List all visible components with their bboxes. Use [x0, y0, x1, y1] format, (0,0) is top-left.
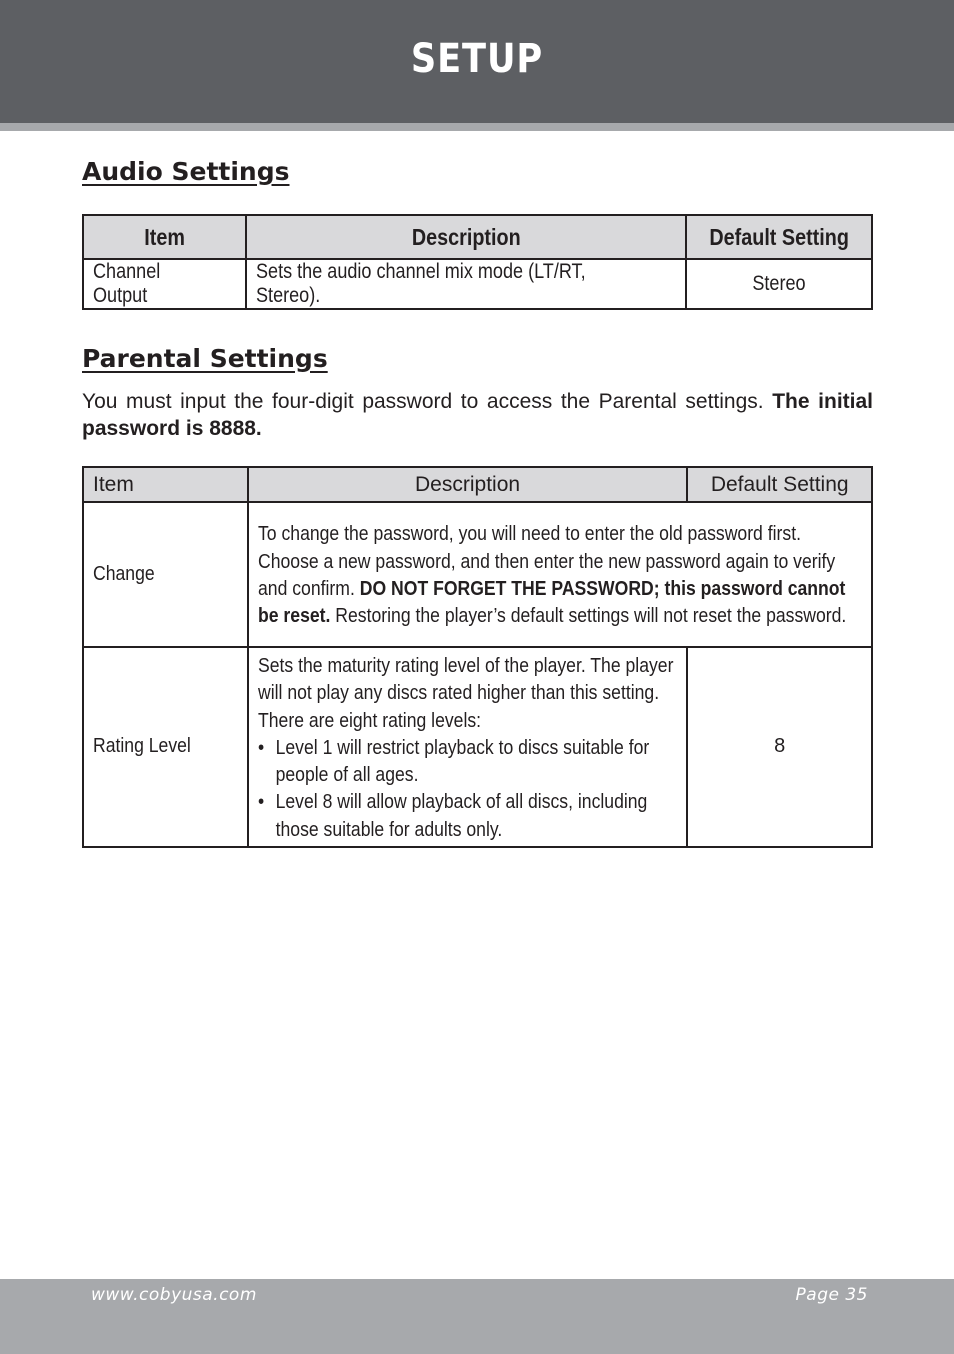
table-header-row	[83, 467, 872, 502]
parental-settings-heading: Parental Settings	[82, 344, 328, 373]
page-number: Page 35	[795, 1285, 868, 1305]
table-row	[83, 647, 872, 847]
list-item: • Level 1 will restrict playback to discs suitable for people of all ages.	[257, 736, 649, 787]
page-title: SETUP	[410, 36, 544, 82]
parental-intro	[82, 388, 873, 442]
column-header-default: Default Setting	[686, 215, 872, 259]
intro-text: You must input the four-digit password to access the Parental settings.	[82, 390, 764, 413]
footer-website: www.cobyusa.com	[91, 1285, 257, 1305]
table-header-row	[83, 215, 872, 259]
column-header-default: Default Setting	[687, 467, 872, 502]
default-cell: Stereo	[686, 259, 872, 309]
column-header-item: Item	[83, 467, 248, 502]
intro-password-note: The initial password is 8888.	[82, 390, 873, 440]
column-header-description: Description	[246, 215, 687, 259]
item-cell: Rating Level	[83, 647, 248, 847]
column-header-item: Item	[83, 215, 246, 259]
description-cell: Sets the maturity rating level of the player. The player will not play any discs rated higher than this setting. There are eight rating levels: • Level 1 will restrict playback to discs suitable for people of all ages. • Level 8 will allow playback of all discs, including those suitable for adults only.	[248, 647, 688, 847]
list-item: • Level 8 will allow playback of all discs, including those suitable for adults only.	[257, 791, 648, 841]
audio-settings-table	[82, 214, 873, 310]
table-row	[83, 502, 872, 647]
default-cell: 8	[687, 647, 872, 847]
password-warning: DO NOT FORGET THE PASSWORD; this password cannot be reset.	[257, 578, 846, 628]
parental-settings-table	[82, 466, 873, 848]
header-divider	[0, 123, 954, 131]
item-cell: Channel Output	[83, 259, 246, 309]
description-cell: Sets the audio channel mix mode (LT/RT, Stereo).	[246, 259, 687, 309]
table-row	[83, 259, 872, 309]
audio-settings-heading: Audio Settings	[82, 157, 290, 186]
column-header-description: Description	[248, 467, 688, 502]
description-cell: To change the password, you will need to enter the old password first. Choose a new password, and then enter the new password again to verify and confirm. DO NOT FORGET THE PASSWORD; this password cannot be reset. Restoring the player’s default settings will not reset the password.	[248, 502, 872, 647]
item-cell: Change	[83, 502, 248, 647]
